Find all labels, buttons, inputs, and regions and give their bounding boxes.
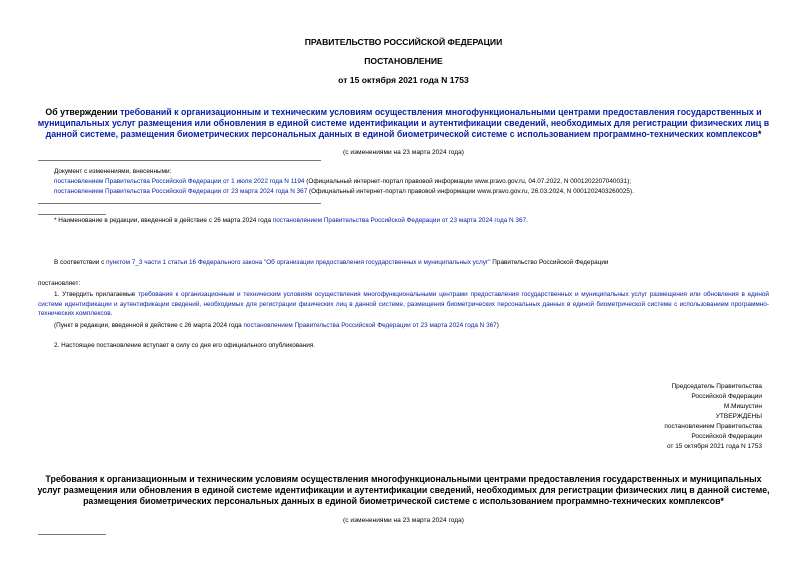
paragraph-1-text-a: 1. Утвердить прилагаемые	[54, 291, 139, 298]
title-footnote-mark: *	[757, 129, 762, 139]
basis-link-article[interactable]: пунктом 7_3 части 1 статьи 16	[106, 259, 197, 266]
approval-line-1: постановлением Правительства	[664, 423, 762, 430]
document-type: ПОСТАНОВЛЕНИЕ	[364, 56, 443, 66]
government-name: ПРАВИТЕЛЬСТВО РОССИЙСКОЙ ФЕДЕРАЦИИ	[304, 37, 503, 47]
basis-text-c: Правительство Российской Федерации	[490, 259, 609, 266]
divider	[38, 203, 321, 204]
footnote	[54, 216, 774, 226]
title-link[interactable]: требований к организационным и техническим условиям осуществления многофункциональными центрами предоставления государственных и муниципальных услуг размещения или обновления в единой системе идентификации и аутентификации сведений, необходимых для регистрации физических лиц в данной системе, размещения биометрических персональных данных в единой биометрической системе с использованием программно-технических комплексов	[37, 107, 770, 139]
footnote-text: * Наименование в редакции, введенной в действие с 26 марта 2024 года	[54, 217, 273, 224]
document-date-number: от 15 октября 2021 года N 1753	[338, 75, 469, 85]
paragraph-1-note-link[interactable]: постановлением Правительства Российской Федерации от 23 марта 2024 года N 367	[243, 322, 497, 329]
amendment-link-2024[interactable]: постановлением Правительства Российской Федерации от 23 марта 2024 года N 367	[54, 188, 308, 195]
signature-block	[664, 382, 762, 452]
legal-basis	[54, 258, 774, 268]
divider	[38, 160, 321, 161]
basis-text-a: В соответствии с	[54, 259, 107, 266]
changes-line-1	[54, 177, 774, 187]
paragraph-1-text-b: .	[110, 310, 113, 318]
changes-line-2	[54, 187, 774, 197]
paragraph-1-note	[54, 321, 774, 331]
approval-date: от 15 октября 2021 года N 1753	[666, 443, 762, 450]
approval-heading: УТВЕРЖДЕНЫ	[715, 413, 762, 420]
amendment-link-2022[interactable]: постановлением Правительства Российской Федерации от 1 июля 2022 года N 1194	[54, 178, 305, 185]
requirements-link[interactable]: требования к организационным и техническим условиям осуществления многофункциональными центрами предоставления государственных и муниципальных услуг размещения или обновления в единой системе идентификации и аутентификации сведений, необходимых для регистрации физических лиц в данной системе, размещения биометрических персональных данных в единой биометрической системе с использованием программно-технических комплексов	[38, 291, 769, 318]
requirements-amendments-note: (с изменениями на 23 марта 2024 года)	[343, 517, 464, 524]
footnote-link[interactable]: постановлением Правительства Российской Федерации от 23 марта 2024 года N 367	[272, 217, 527, 224]
requirements-title: Требования к организационным и техническим условиям осуществления многофункциональными центрами предоставления государственных и муниципальных услуг размещения или обновления в единой системе идентификации и аутентификации сведений, необходимых для регистрации физических лиц в данной системе, размещения биометрических персональных данных в единой биометрической системе с использованием программно-технических комплексов*	[37, 474, 770, 506]
amendments-note: (с изменениями на 23 марта 2024 года)	[343, 149, 464, 156]
paragraph-2: 2. Настоящее постановление вступает в силу со дня его официального опубликования.	[54, 342, 316, 349]
document-title	[36, 107, 771, 140]
signature-name: М.Мишустин	[723, 403, 762, 410]
approval-line-2: Российской Федерации	[691, 433, 762, 440]
resolves-label: постановляет:	[38, 280, 81, 287]
changes-intro: Документ с изменениями, внесенными:	[54, 168, 172, 175]
footnote-end: .	[526, 217, 528, 224]
divider	[38, 534, 106, 535]
footnote-divider	[38, 214, 106, 215]
basis-link-law[interactable]: Федерального закона "Об организации предоставления государственных и муниципальных услуг"	[197, 259, 491, 266]
signature-position: Председатель Правительства	[671, 383, 762, 390]
title-prefix: Об утверждении	[45, 107, 121, 117]
signature-country: Российской Федерации	[691, 393, 762, 400]
paragraph-1-note-b: )	[496, 322, 499, 329]
amendment-source-2022: (Официальный интернет-портал правовой информации www.pravo.gov.ru, 04.07.2022, N 0001202207040031);	[304, 178, 632, 185]
paragraph-1-note-a: (Пункт в редакции, введенной в действие с 26 марта 2024 года	[54, 322, 244, 329]
amendment-source-2024: (Официальный интернет-портал правовой информации www.pravo.gov.ru, 26.03.2024, N 0001202403260025).	[307, 188, 634, 195]
paragraph-1	[38, 290, 769, 319]
